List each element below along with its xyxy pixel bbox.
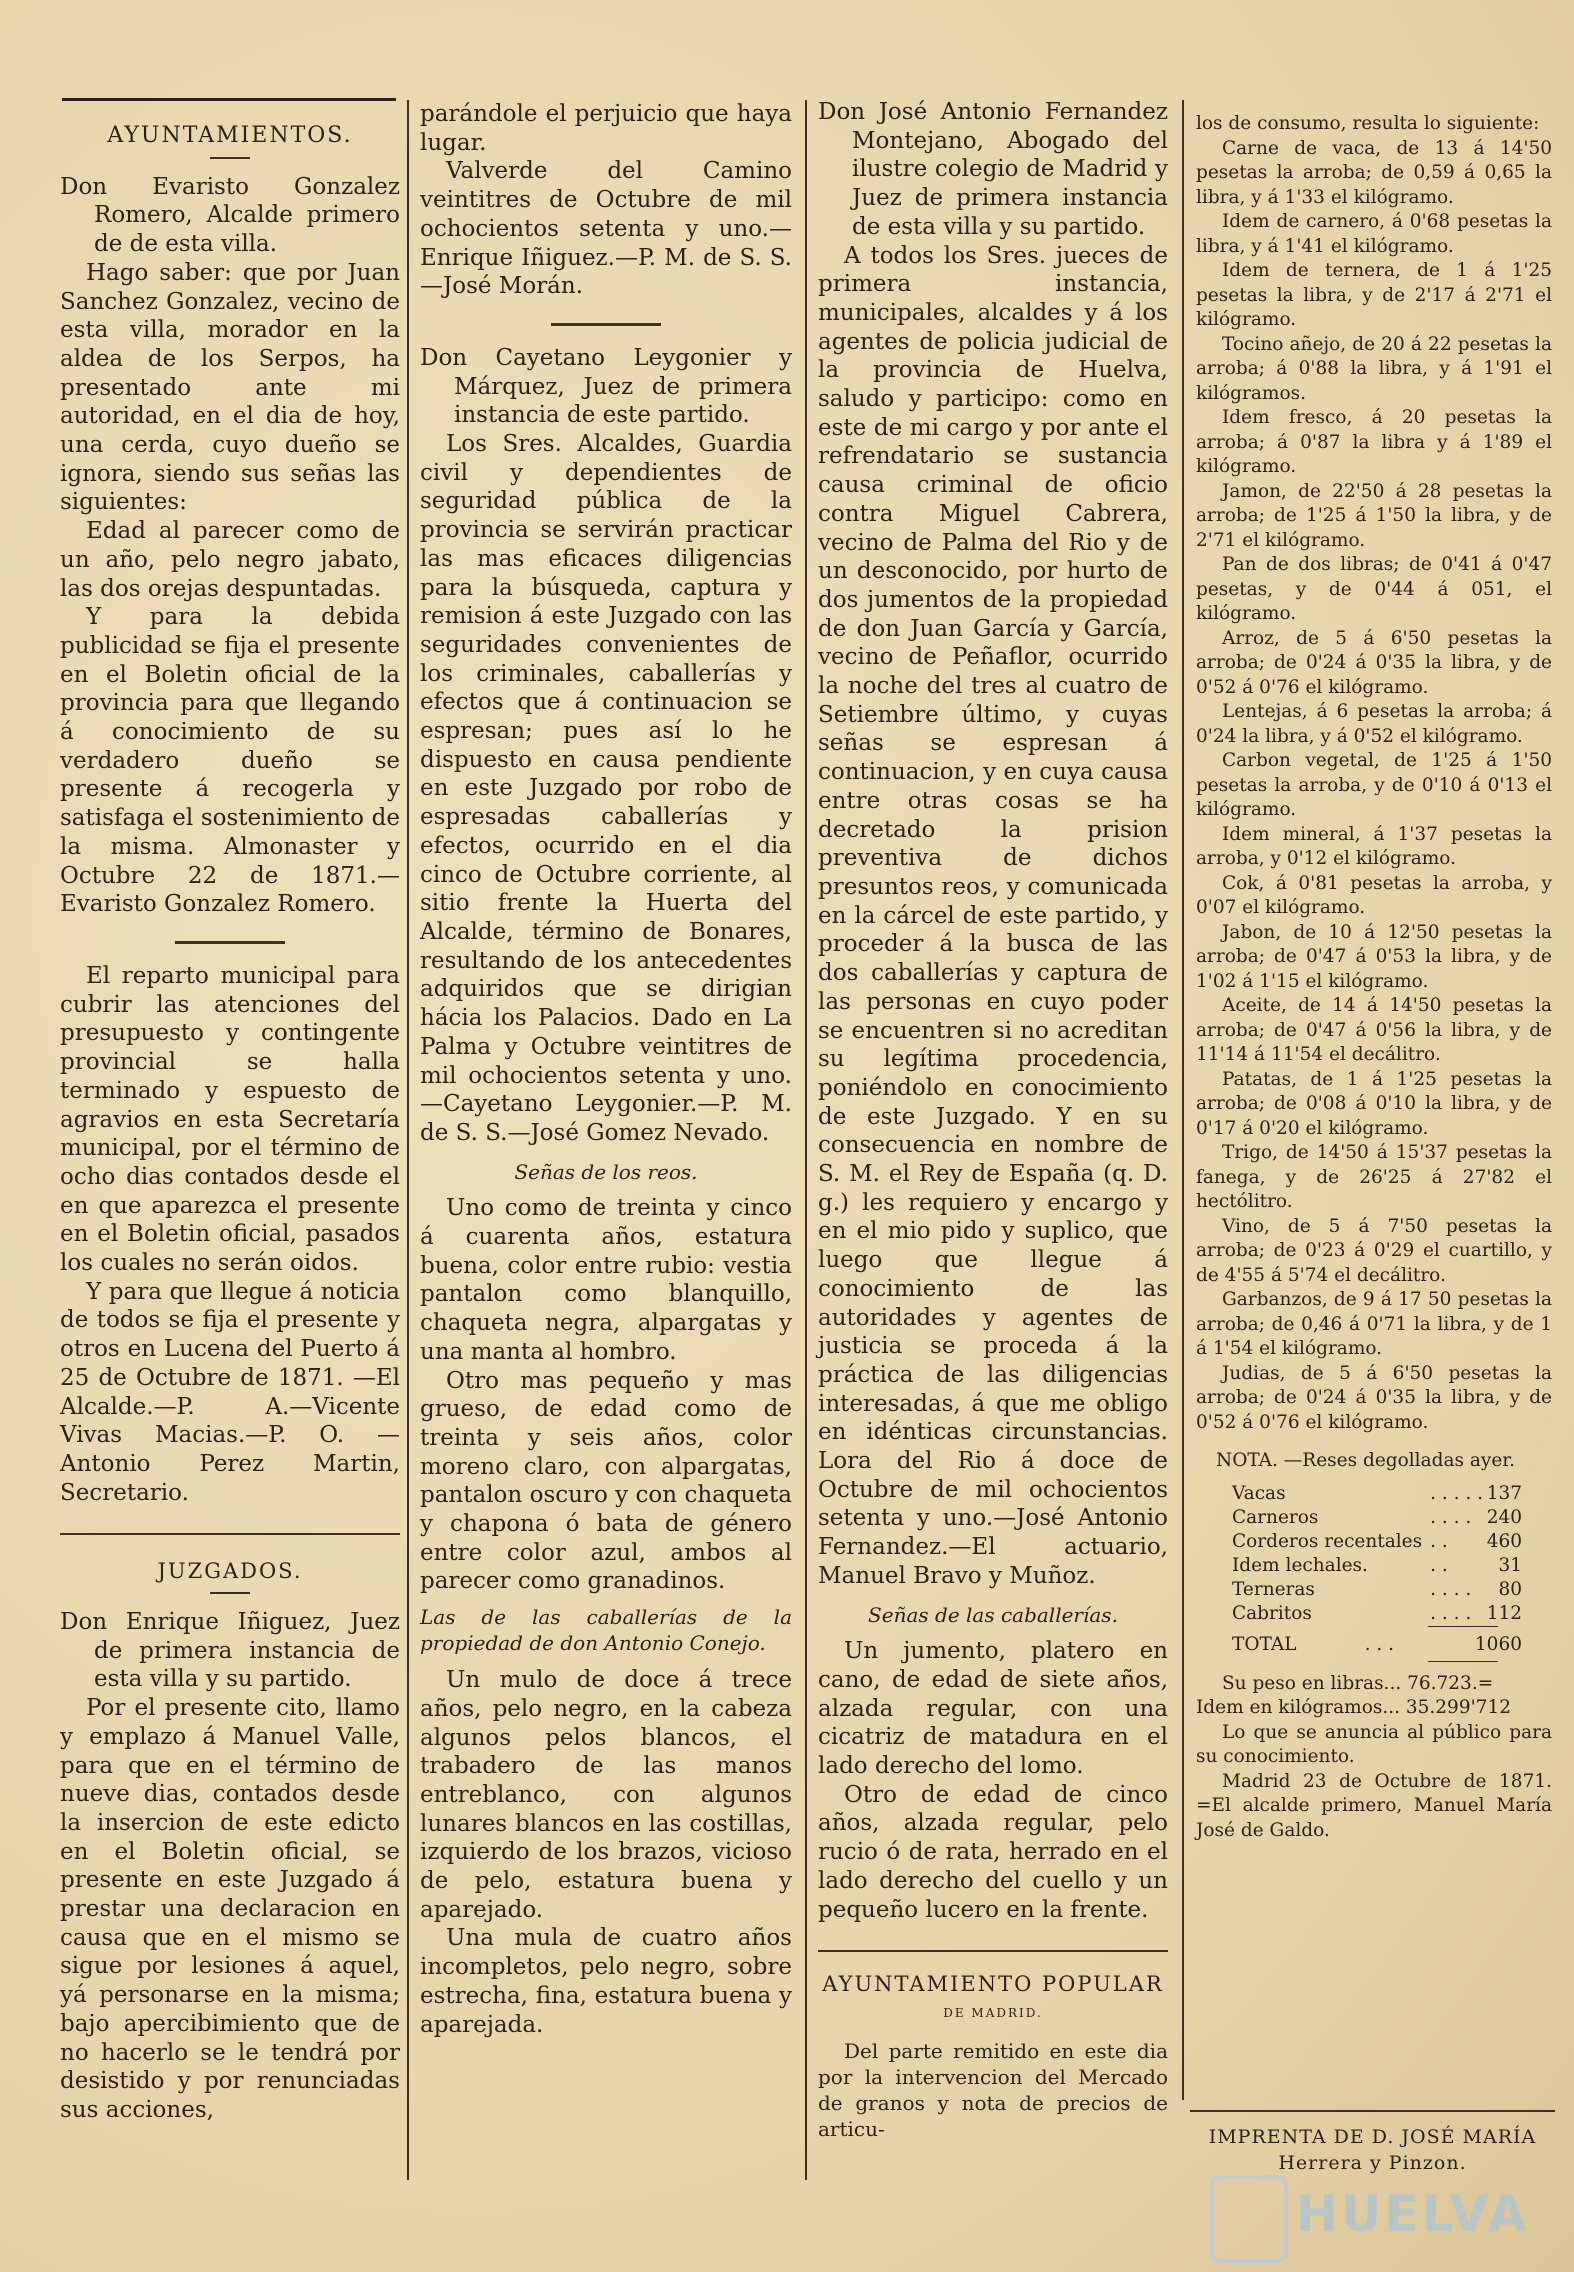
section-heading-ayuntamiento-popular: AYUNTAMIENTO POPULAR <box>822 1972 1164 1997</box>
column-rule <box>805 100 807 2180</box>
table-cell: . . . . <box>1430 1602 1472 1624</box>
paragraph: Una mula de cuatro años incompletos, pelo negro, sobre estrecha, fina, estatura buena y aparejada. <box>420 1925 792 2038</box>
table-row <box>1232 1602 1522 1626</box>
column-1 <box>60 100 400 2125</box>
table-cell: 31 <box>1498 1554 1522 1576</box>
paragraph: Otro mas pequeño y mas grueso, de edad como de treinta y seis años, color moreno claro, con alpargatas, pantalon oscuro y con chaqueta y chapona ó bata de género entre color azul, ambos al parecer como granadinos. <box>420 1367 792 1595</box>
table-row <box>1232 1578 1522 1602</box>
paragraph: los de consumo, resulta lo siguiente: <box>1196 113 1540 134</box>
table-cell: . . <box>1430 1554 1448 1576</box>
price-item: Tocino añejo, de 20 á 22 pesetas la arroba; á 0'88 la libra, y á 1'91 el kilógramos. <box>1196 333 1552 404</box>
section-heading-juzgados: JUZGADOS. <box>157 1559 303 1584</box>
paragraph: Hago saber: que por Juan Sanchez Gonzalez, vecino de esta villa, morador en la aldea de los Serpos, ha presentado ante mi autoridad, en el dia de hoy, una cerda, cuyo dueño se ignora, siendo sus señas las siguientes: <box>60 259 400 516</box>
price-item: Aceite, de 14 á 14'50 pesetas la arroba; de 0'47 á 0'56 la libra, y de 11'14 á 11'54 el decálitro. <box>1196 995 1552 1065</box>
price-item: Idem fresco, á 20 pesetas la arroba; á 0'87 la libra y á 1'89 el kilógramo. <box>1196 407 1552 477</box>
nota-heading: NOTA. —Reses degolladas ayer. <box>1216 1450 1515 1471</box>
column-3 <box>818 98 1168 2142</box>
price-item: Patatas, de 1 á 1'25 pesetas la arroba; de 0'08 á 0'10 la libra, y de 0'17 á 0'20 el kilógramo. <box>1196 1068 1552 1139</box>
table-cell: 460 <box>1486 1530 1522 1552</box>
total-rule <box>1428 1661 1498 1662</box>
price-item: Garbanzos, de 9 á 17 50 pesetas la arroba; de 0,46 á 0'71 la libra, y de 1 á 1'54 el kilógramo. <box>1196 1289 1552 1359</box>
seal-icon <box>1210 2175 1288 2263</box>
table-cell: . . . . <box>1430 1578 1472 1600</box>
separator-rule <box>1190 2110 1555 2112</box>
notice-header: Don Cayetano Leygonier y Márquez, Juez de primera instancia de este partido. <box>420 344 792 429</box>
subheading-senas-reos: Señas de los reos. <box>514 1159 698 1184</box>
price-item: Idem mineral, á 1'37 pesetas la arroba, y 0'12 el kilógramo. <box>1196 823 1552 869</box>
price-item: Jabon, de 10 á 12'50 pesetas la arroba; de 0'47 á 0'53 la libra, y de 1'02 á 1'15 el kilógramo. <box>1196 921 1552 992</box>
subheading-senas-caballerias: Señas de las caballerías. <box>868 1602 1118 1627</box>
table-cell: Cabritos <box>1232 1602 1312 1624</box>
price-item: Lentejas, á 6 pesetas la arroba; á 0'24 la libra, y á 0'52 el kilógramo. <box>1196 701 1552 747</box>
heading-dash <box>210 157 250 159</box>
column-rule <box>407 100 409 2180</box>
paragraph: El reparto municipal para cubrir las atenciones del presupuesto y contingente provincial se halla terminado y espuesto de agravios en esta Secretaría municipal, por el término de ocho dias contados desde el en que aparezca el presente en el Boletin oficial, pasados los cuales no serán oidos. <box>60 962 400 1277</box>
separator-rule <box>551 323 661 326</box>
separator-rule <box>175 941 285 944</box>
paragraph: A todos los Sres. jueces de primera instancia, municipales, alcaldes y á los agentes de policia judicial de la provincia de Huelva, saludo y participo: como en este de mi cargo y por ante el refrendatario se sustancia causa criminal de oficio contra Miguel Cabrera, vecino de Palma del Rio y de un desconocido, por hurto de dos jumentos de la propiedad de don Juan García y García, vecino de Peñaflor, ocurrido la noche del tres al cuatro de Setiembre último, y cuyas señas se espresan á continuacion, y en cuya causa entre otras cosas se ha decretado la prision preventiva de dichos presuntos reos, y comunicada en la cárcel de este partido, y proceder á la busca de las dos caballerías y captura de las personas en cuyo poder se encuentren si no acreditan su legítima procedencia, poniéndolo en conocimiento de este Juzgado. Y en su consecuencia en nombre de S. M. el Rey de España (q. D. g.) les requiero y encargo y en el mio pido y suplico, que luego que llegue á conocimiento de las autoridades y agentes de justicia se proceda á la práctica de las diligencias interesadas, á que me obligo en idénticas circunstancias. Lora del Rio á doce de Octubre de mil ochocientos setenta y uno.—José Antonio Fernandez.—El actuario, Manuel Bravo y Muñoz. <box>818 242 1168 1589</box>
heading-dash <box>210 1592 250 1594</box>
table-cell: 137 <box>1486 1482 1522 1504</box>
paragraph: parándole el perjuicio que haya lugar. <box>420 101 792 156</box>
total-value: 1060 <box>1474 1633 1522 1655</box>
notice-header: Don Evaristo Gonzalez Romero, Alcalde primero de de esta villa. <box>60 173 400 258</box>
column-2 <box>420 100 792 2039</box>
paragraph: Un jumento, platero en cano, de edad de siete años, alzada regular, con una cicatriz de matadura en el lado derecho del lomo. <box>818 1638 1168 1780</box>
paragraph: Los Sres. Alcaldes, Guardia civil y dependientes de seguridad pública de la provincia se servirán practicar las mas eficaces diligencias para la búsqueda, captura y remision á este Juzgado con las seguridades convenientes de los criminales, caballerías y efectos que á continuacion se espresan; pues así lo he dispuesto en causa pendiente en este Juzgado por robo de espresadas caballerías y efectos, ocurrido en el dia cinco de Octubre corriente, al sitio frente la Huerta del Alcalde, término de Bonares, resultando de los antecedentes adquiridos que se dirigian hácia los Palacios. Dado en La Palma y Octubre veintitres de mil ochocientos setenta y uno.—Cayetano Leygonier.—P. M. de S. S.—José Gomez Nevado. <box>420 431 792 1146</box>
table-row <box>1232 1633 1522 1657</box>
table-row <box>1232 1530 1522 1554</box>
price-item: Idem de carnero, á 0'68 pesetas la libra, y á 1'41 el kilógramo. <box>1196 211 1552 257</box>
paragraph: Valverde del Camino veintitres de Octubre de mil ochocientos setenta y uno.—Enrique Iñiguez.—P. M. de S. S.—José Morán. <box>420 158 792 300</box>
imprint-text: IMPRENTA DE D. JOSÉ MARÍA Herrera y Pinzon. <box>1208 2126 1537 2174</box>
table-cell: Vacas <box>1232 1482 1286 1504</box>
total-label: TOTAL <box>1232 1633 1297 1655</box>
price-item: Trigo, de 14'50 á 15'37 pesetas la fanega, y de 26'25 á 27'82 el hectólitro. <box>1196 1142 1552 1212</box>
table-cell: Terneras <box>1232 1578 1315 1600</box>
table-cell: 112 <box>1486 1602 1522 1624</box>
paragraph: Un mulo de doce á trece años, pelo negro, en la cabeza algunos pelos blancos, el trabadero de las manos entreblanco, con algunos lunares blancos en las costillas, izquierdo de los brazos, vicioso de pelo, estatura buena y aparejado. <box>420 1667 792 1923</box>
paragraph: Edad al parecer como de un año, pelo negro jabato, las dos orejas despuntadas. <box>60 518 400 602</box>
paragraph: Otro de edad de cinco años, alzada regular, pelo rucio ó de rata, herrado en el lado derecho del cuello y un pequeño lucero en la frente. <box>818 1781 1168 1923</box>
column-4 <box>1196 112 1552 1843</box>
table-cell: 80 <box>1498 1578 1522 1600</box>
table-cell: Corderos recentales <box>1232 1530 1423 1552</box>
paragraph: Por el presente cito, llamo y emplazo á Manuel Valle, para que en el término de nueve dias, contados desde la insercion de este edicto en el Boletin oficial, se presente en este Juzgado á prestar una declaracion en causa que en el mismo se sigue por lesiones á aquel, yá personarse en la misma; bajo apercibimiento que de no hacerlo se le tendrá por desistido y por renunciadas sus acciones, <box>60 1695 400 2123</box>
total-table <box>1232 1633 1522 1657</box>
imprint <box>1190 2110 1555 2176</box>
price-item: Judias, de 5 á 6'50 pesetas la arroba; de 0'24 á 0'35 la libra, y de 0'52 á 0'76 el kilógramo. <box>1196 1362 1552 1433</box>
table-cell: Idem lechales. <box>1232 1554 1368 1576</box>
price-item: Jamon, de 22'50 á 28 pesetas la arroba; de 1'25 á 1'50 la libra, y de 2'71 el kilógramo. <box>1196 480 1552 551</box>
separator-rule <box>60 1533 400 1535</box>
table-cell: . . . . <box>1430 1506 1472 1528</box>
paragraph: Su peso en libras... 76.723.= <box>1222 1672 1494 1694</box>
table-cell: Carneros <box>1232 1506 1319 1528</box>
table-cell: . . . <box>1364 1633 1395 1655</box>
signature-paragraph: Madrid 23 de Octubre de 1871. =El alcalde primero, Manuel María José de Galdo. <box>1196 1770 1552 1841</box>
table-cell: . . . . . <box>1430 1482 1483 1504</box>
total-rule <box>1428 1626 1498 1627</box>
price-item: Carne de vaca, de 13 á 14'50 pesetas la arroba; de 0,59 á 0,65 la libra, y á 1'33 el kilógramo. <box>1196 137 1552 208</box>
table-cell: 240 <box>1486 1506 1522 1528</box>
section-subheading: DE MADRID. <box>943 2006 1043 2020</box>
price-item: Arroz, de 5 á 6'50 pesetas la arroba; de 0'24 á 0'35 la libra, y de 0'52 á 0'76 el kilógramo. <box>1196 627 1552 698</box>
watermark: HUELVA <box>1296 2185 1530 2243</box>
table-row <box>1232 1554 1522 1578</box>
table-row <box>1232 1506 1522 1530</box>
price-item: Pan de dos libras; de 0'41 á 0'47 pesetas, y de 0'44 á 051, el kilógramo. <box>1196 554 1552 624</box>
paragraph: Uno como de treinta y cinco á cuarenta años, estatura buena, color entre rubio: vestia pantalon como blanquillo, chaqueta negra, alpargatas y una manta al hombro. <box>420 1195 792 1365</box>
table-cell: . . <box>1430 1530 1448 1552</box>
paragraph: Idem en kilógramos... 35.299'712 <box>1196 1697 1511 1718</box>
price-item: Carbon vegetal, de 1'25 á 1'50 pesetas la arroba, y de 0'10 á 0'13 el kilógramo. <box>1196 750 1552 820</box>
notice-header: Don Enrique Iñiguez, Juez de primera instancia de esta villa y su partido. <box>60 1609 400 1693</box>
notice-header: Don José Antonio Fernandez Montejano, Abogado del ilustre colegio de Madrid y Juez de primera instancia de esta villa y su partido. <box>818 99 1168 240</box>
paragraph: Lo que se anuncia al público para su conocimiento. <box>1196 1721 1552 1767</box>
section-heading-ayuntamientos: AYUNTAMIENTOS. <box>107 123 353 148</box>
column-rule <box>1182 100 1184 2100</box>
price-item: Cok, á 0'81 pesetas la arroba, y 0'07 el kilógramo. <box>1196 872 1552 918</box>
reses-table <box>1232 1482 1522 1626</box>
separator-rule <box>818 1950 1168 1952</box>
paragraph: Y para que llegue á noticia de todos se fija el presente y otros en Lucena del Puerto á 25 de Octubre de 1871. —El Alcalde.—P. A.—Vicente Vivas Macias.—P. O. —Antonio Perez Martin, Secretario. <box>60 1278 400 1506</box>
paragraph: Y para la debida publicidad se fija el presente en el Boletin oficial de la provincia para que llegando á conocimiento de su verdadero dueño se presente á recogerla y satisfaga el sostenimiento de la misma. Almonaster y Octubre 22 de 1871.—Evaristo Gonzalez Romero. <box>60 604 400 918</box>
price-item: Vino, de 5 á 7'50 pesetas la arroba; de 0'23 á 0'29 el cuartillo, y de 4'55 á 5'74 el decálitro. <box>1196 1215 1552 1286</box>
paragraph: Del parte remitido en este dia por la intervencion del Mercado de granos y nota de precios de articu- <box>818 2038 1168 2141</box>
subheading-caballerias: Las de las caballerías de la propiedad de don Antonio Conejo. <box>420 1605 792 1656</box>
table-row <box>1232 1482 1522 1506</box>
price-item: Idem de ternera, de 1 á 1'25 pesetas la libra, y de 2'17 á 2'71 el kilógramo. <box>1196 260 1552 330</box>
